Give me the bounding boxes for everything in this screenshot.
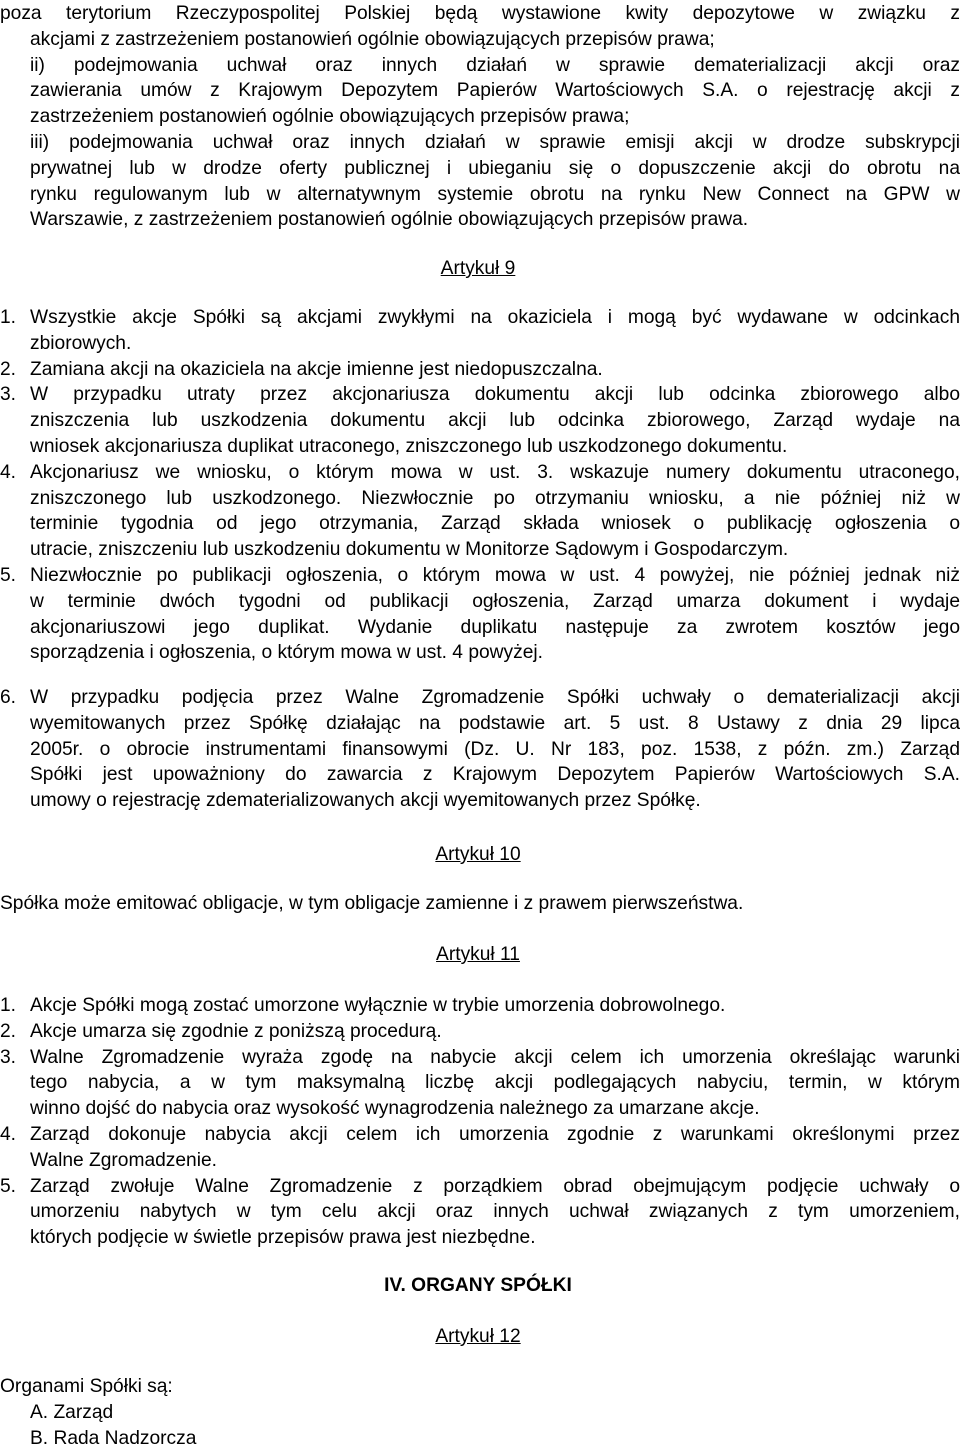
list-item (0, 357, 960, 383)
text-line: których podjęcie w świetle przepisów prawa jest niezbędne. (30, 1227, 536, 1249)
list-item (0, 1045, 960, 1122)
text-line: Wszystkie akcje Spółki są akcjami zwykłymi na okaziciela i mogą być wydawane w odcinkach (30, 307, 960, 328)
text-line: poza terytorium Rzeczypospolitej Polskiej będą wystawione kwity depozytowe w związku z (0, 3, 960, 24)
item-number: 5. (0, 564, 17, 586)
text-line: umowy o rejestrację zdematerializowanych akcji wyemitowanych przez Spółkę. (30, 790, 701, 812)
item-number: 5. (0, 1175, 17, 1197)
list-item (0, 1019, 960, 1045)
text-line: iii) podejmowania uchwał oraz innych działań w sprawie emisji akcji w drodze subskrypcji (30, 131, 960, 153)
organ-zarzad: A. Zarząd (30, 1402, 114, 1423)
text-line: Walne Zgromadzenie wyraża zgodę na nabycie akcji celem ich umorzenia określając warunki (30, 1046, 960, 1068)
chapter-heading: IV. ORGANY SPÓŁKI (384, 1275, 572, 1296)
text-line: wniosek akcjonariusza duplikat utraconego, zniszczonego lub uszkodzonego dokumentu. (30, 435, 788, 457)
text-line: Zarząd zwołuje Walne Zgromadzenie z porządkiem obrad obejmującym podjęcie uchwały o (30, 1175, 960, 1197)
intro-lines (0, 1, 960, 233)
article-9-list-cont (0, 685, 960, 814)
text-line: ii) podejmowania uchwał oraz innych działań w sprawie dematerializacji akcji oraz (30, 54, 960, 76)
text-line: Zamiana akcji na okaziciela na akcje imienne jest niedopuszczalna. (30, 358, 603, 380)
article-11-heading: Artykuł 11 (436, 944, 520, 965)
article-12-intro: Organami Spółki są: (0, 1376, 173, 1397)
text-line: w terminie dwóch tygodni od publikacji ogłoszenia, Zarząd umarza dokument i wydaje (30, 590, 960, 612)
organ-rada-nadzorcza: B. Rada Nadzorcza (30, 1428, 197, 1449)
text-line: W przypadku utraty przez akcjonariusza dokumentu akcji lub odcinka zbiorowego albo (30, 384, 960, 406)
item-number: 1. (0, 995, 17, 1016)
item-number: 4. (0, 1123, 17, 1145)
text-line: 2005r. o obrocie instrumentami finansowymi (Dz. U. Nr 183, poz. 1538, z późn. zm.) Zarząd (30, 738, 960, 760)
text-line: Akcje umarza się zgodnie z poniższą procedurą. (30, 1020, 442, 1042)
text-line: Niezwłocznie po publikacji ogłoszenia, o którym mowa w ust. 4 powyżej, nie później jednak niż (30, 564, 960, 586)
item-number: 3. (0, 384, 17, 406)
item-number: 2. (0, 358, 17, 380)
text-line: zawierania umów z Krajowym Depozytem Papierów Wartościowych S.A. o rejestrację akcji z (30, 80, 960, 102)
text-line: Akcjonariusz we wniosku, o którym mowa w ust. 3. wskazuje numery dokumentu utraconego, (30, 461, 960, 483)
article-12-heading: Artykuł 12 (435, 1326, 521, 1347)
list-item (0, 993, 960, 1019)
text-line: akcjami z zastrzeżeniem postanowień ogólnie obowiązujących przepisów prawa; (30, 28, 715, 50)
list-item (0, 460, 960, 563)
text-line: terminie tygodnia od jego otrzymania, Zarząd składa wniosek o publikację ogłoszenia o (30, 513, 960, 535)
text-line: rynku regulowanym lub w alternatywnym systemie obrotu na rynku New Connect na GPW w (30, 183, 960, 205)
article-9-heading: Artykuł 9 (440, 258, 516, 279)
list-item (0, 382, 960, 459)
intro-paragraph (0, 1, 960, 233)
list-item (0, 685, 960, 814)
text-line: zniszczenia lub uszkodzenia dokumentu akcji lub odcinka zbiorowego, Zarząd wydaje na (30, 410, 960, 432)
text-line: Spółki jest upoważniony do zawarcia z Krajowym Depozytem Papierów Wartościowych S.A. (30, 764, 960, 786)
text-line: sporządzenia i ogłoszenia, o którym mowa w ust. 4 powyżej. (30, 642, 543, 664)
text-line: akcjonariuszowi jego duplikat. Wydanie duplikatu następuje za zwrotem kosztów jego (30, 616, 960, 638)
item-number: 6. (0, 687, 17, 708)
text-line: wyemitowanych przez Spółkę działając na podstawie art. 5 ust. 8 Ustawy z dnia 29 lipca (30, 712, 960, 734)
article-11-list (0, 993, 960, 1251)
item-number: 2. (0, 1020, 17, 1042)
text-line: winno dojść do nabycia oraz wysokość wynagrodzenia należnego za umarzane akcje. (30, 1098, 760, 1120)
text-line: Zarząd dokonuje nabycia akcji celem ich umorzenia zgodnie z warunkami określonymi przez (30, 1123, 960, 1145)
text-line: Akcje Spółki mogą zostać umorzone wyłącznie w trybie umorzenia dobrowolnego. (30, 995, 726, 1016)
article-10-text: Spółka może emitować obligacje, w tym obligacje zamienne i z prawem pierwszeństwa. (0, 893, 744, 914)
text-line: zastrzeżeniem postanowień ogólnie obowiązujących przepisów prawa; (30, 106, 630, 128)
list-item (0, 1174, 960, 1251)
item-number: 3. (0, 1046, 17, 1068)
text-line: utracie, zniszczeniu lub uszkodzeniu dokumentu w Monitorze Sądowym i Gospodarczym. (30, 539, 789, 561)
text-line: zniszczonego lub uszkodzonego. Niezwłocznie po otrzymaniu wniosku, a nie później niż w (30, 487, 960, 509)
text-line: Walne Zgromadzenie. (30, 1149, 217, 1171)
list-item (0, 1122, 960, 1174)
list-item (0, 305, 960, 357)
text-line: zbiorowych. (30, 332, 132, 354)
text-line: Warszawie, z zastrzeżeniem postanowień ogólnie obowiązujących przepisów prawa. (30, 209, 749, 231)
item-number: 4. (0, 461, 17, 483)
article-9-list (0, 305, 960, 666)
text-line: prywatnej lub w drodze oferty publicznej i ubieganiu się o dopuszczenie akcji do obrotu na (30, 157, 960, 179)
list-item (0, 563, 960, 666)
text-line: W przypadku podjęcia przez Walne Zgromadzenie Spółki uchwały o dematerializacji akcji (30, 687, 960, 708)
article-10-heading: Artykuł 10 (435, 844, 521, 865)
text-line: umorzeniu nabytych w tym celu akcji oraz innych uchwał związanych z tym umorzeniem, (30, 1201, 960, 1223)
item-number: 1. (0, 307, 17, 328)
text-line: tego nabycia, a w tym maksymalną liczbę akcji podlegających nabyciu, termin, w którym (30, 1072, 960, 1094)
